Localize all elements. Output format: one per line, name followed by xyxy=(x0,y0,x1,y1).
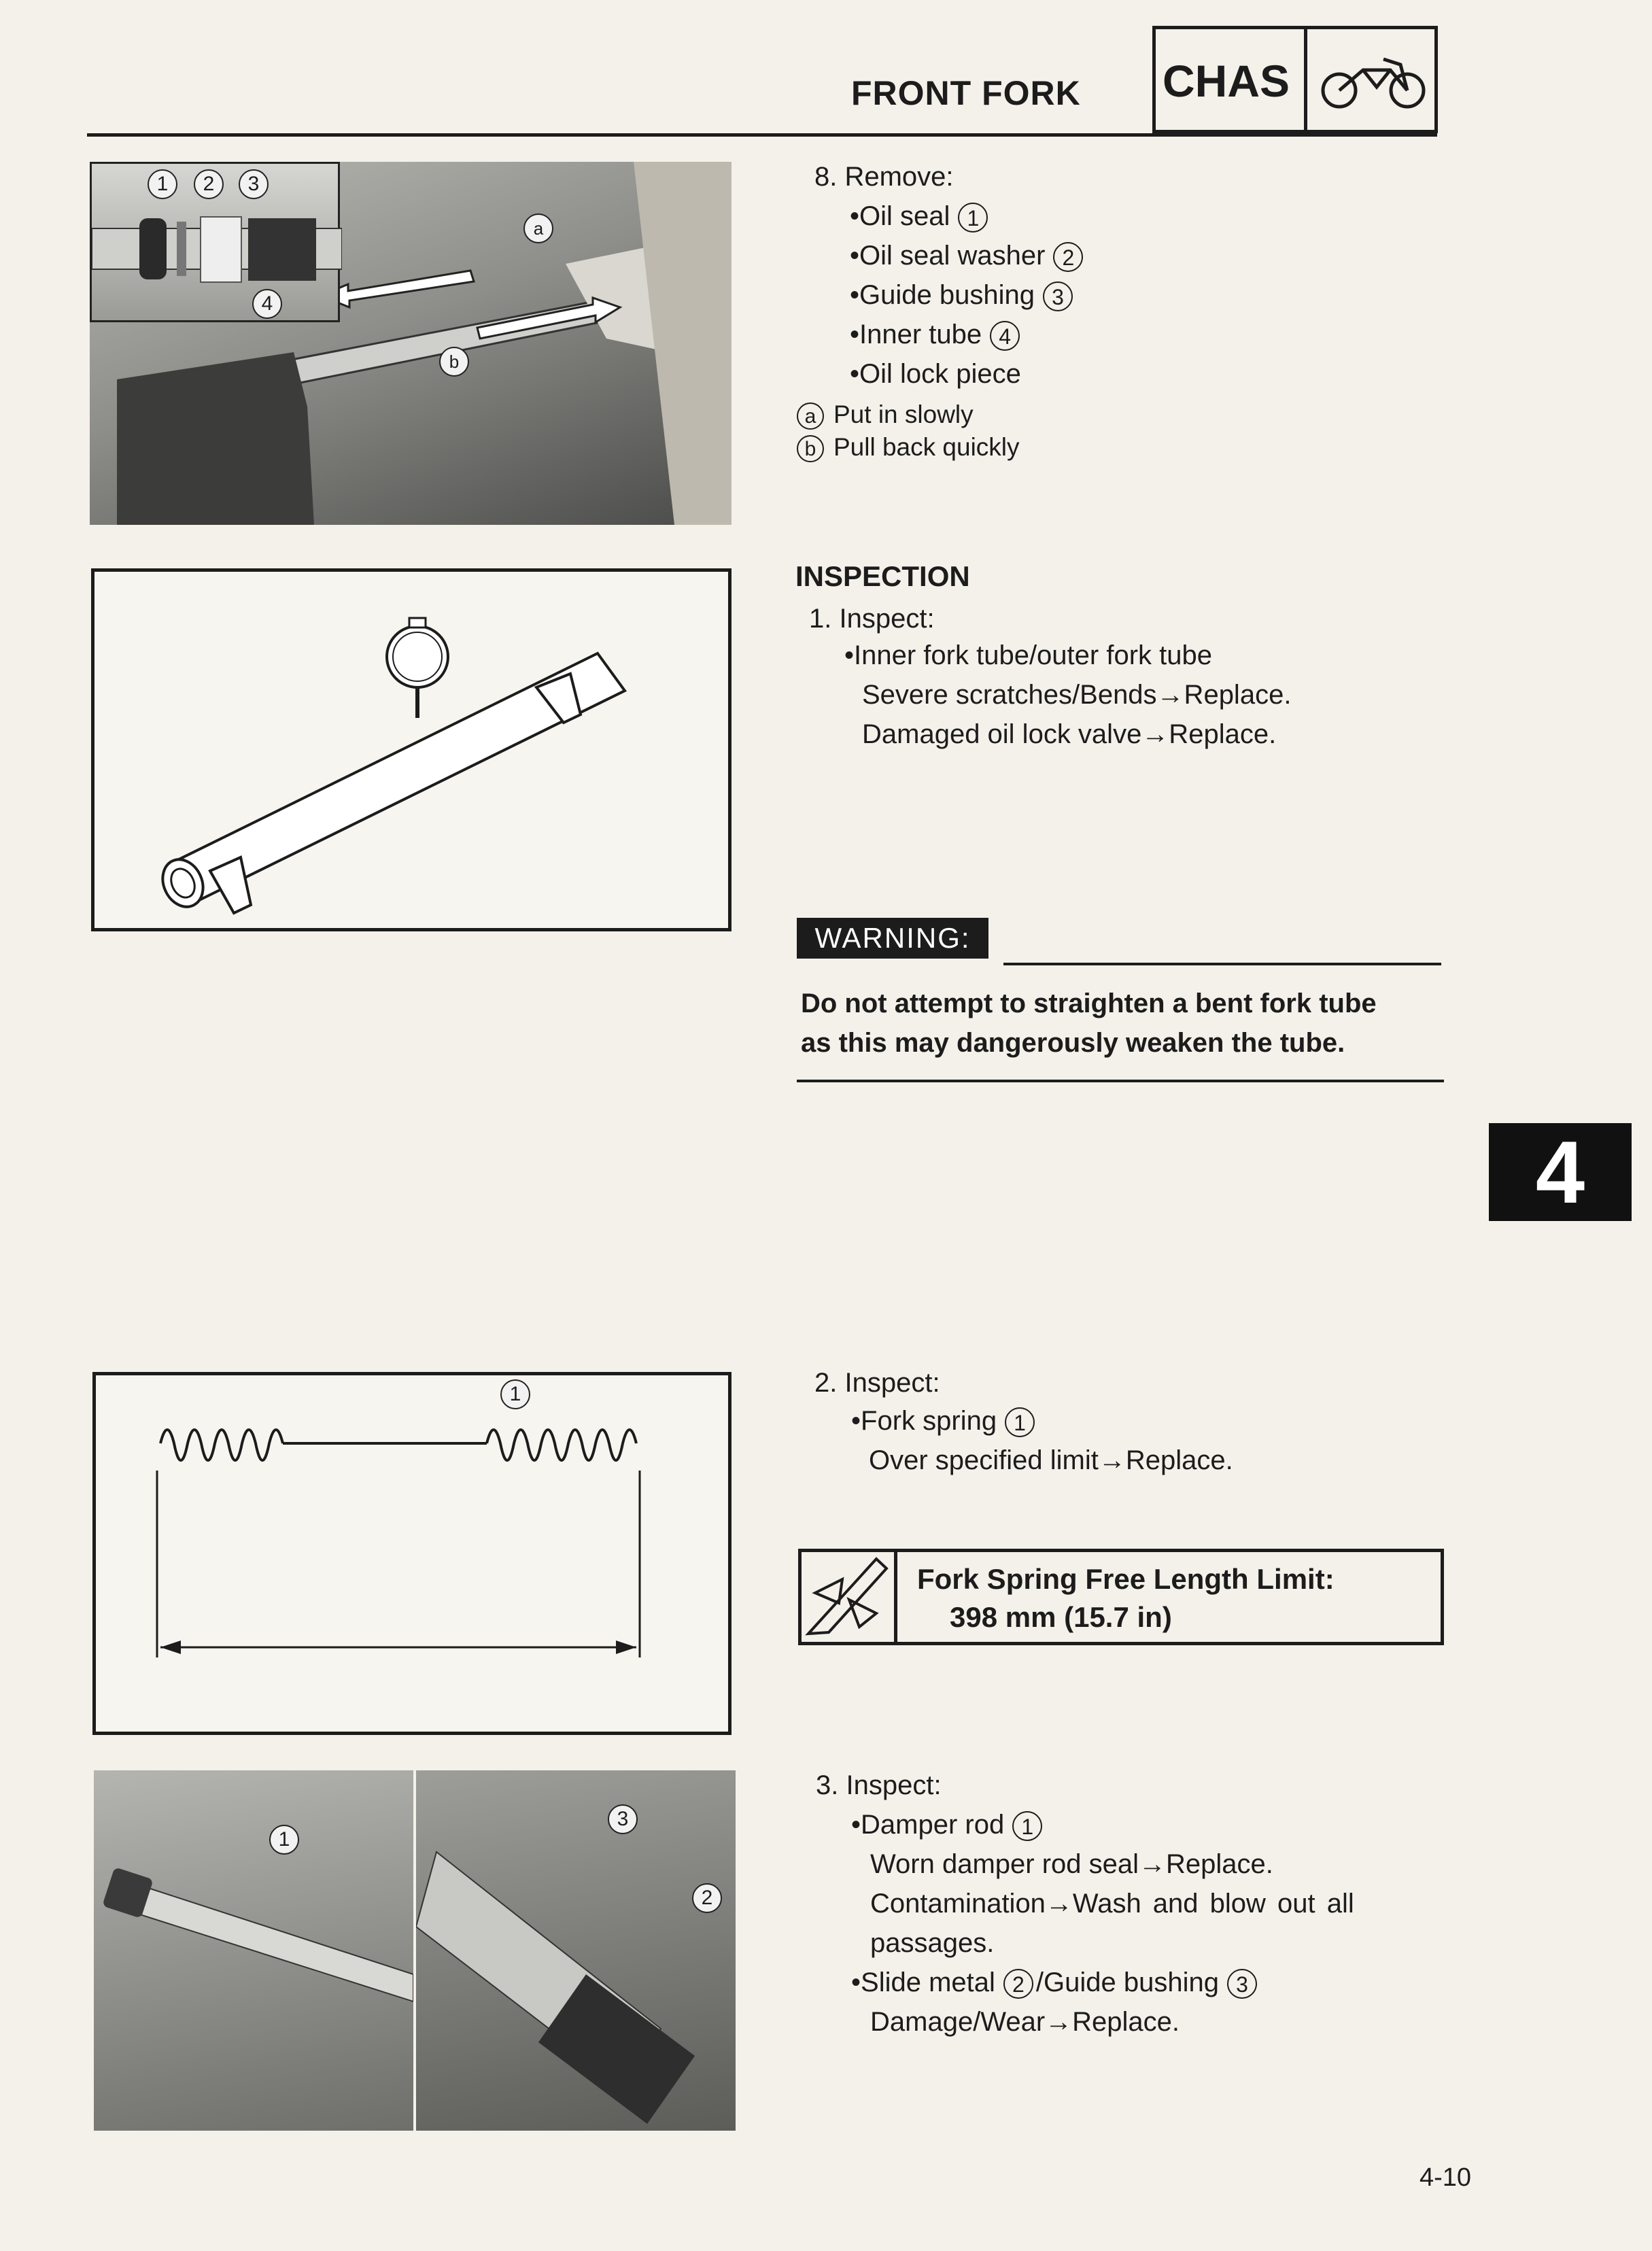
callout-2: 2 xyxy=(194,169,224,199)
chapter-badge xyxy=(1152,26,1438,133)
remove-item-1: •Oil seal 1 xyxy=(850,196,988,237)
damper-item-2: •Slide metal 2 /Guide bushing 3 xyxy=(851,1962,1257,2003)
inspection-heading: INSPECTION xyxy=(795,560,970,592)
chapter-badge-label: CHAS xyxy=(1163,56,1290,106)
chapter-tab: 4 xyxy=(1489,1123,1632,1221)
inspect-step-3: 3. Inspect: xyxy=(816,1770,942,1800)
warning-text-2: as this may dangerously weaken the tube. xyxy=(801,1028,1345,1058)
inspect-item-1: •Inner fork tube/outer fork tube xyxy=(844,640,1212,670)
spring-line: Over specified limit→Replace. xyxy=(869,1445,1233,1475)
remove-item-5: •Oil lock piece xyxy=(850,359,1021,389)
bushing-callout-3: 3 xyxy=(608,1804,638,1834)
callout-3: 3 xyxy=(239,169,269,199)
damper-line-3: passages. xyxy=(870,1928,995,1958)
damper-line-1: Worn damper rod seal→Replace. xyxy=(870,1849,1273,1879)
inspect-line-2: Damaged oil lock valve→Replace. xyxy=(862,719,1277,749)
remove-step: 8. Remove: xyxy=(814,162,954,192)
page-number: 4-10 xyxy=(1419,2163,1472,2192)
remove-item-4: •Inner tube 4 xyxy=(850,314,1020,355)
spring-limit-value: 398 mm (15.7 in) xyxy=(950,1601,1172,1633)
damper-rod-photo xyxy=(94,1770,413,2131)
spring-limit-box xyxy=(798,1549,1444,1645)
spring-callout-1: 1 xyxy=(500,1379,530,1409)
damper-line-4: Damage/Wear→Replace. xyxy=(870,2007,1180,2037)
remove-item-2: •Oil seal washer 2 xyxy=(850,235,1083,276)
note-b: b Pull back quickly xyxy=(797,427,1020,468)
damper-line-2: Contamination→Wash and blow out all xyxy=(870,1889,1354,1919)
inspect-step-2: 2. Inspect: xyxy=(814,1368,940,1398)
inset-photo xyxy=(90,162,340,322)
section-title: FRONT FORK xyxy=(851,74,1081,112)
callout-b: b xyxy=(439,347,469,377)
spring-limit-label: Fork Spring Free Length Limit: xyxy=(917,1563,1335,1595)
damper-item: •Damper rod 1 xyxy=(851,1804,1042,1845)
caliper-icon xyxy=(802,1552,897,1642)
spring-length-diagram xyxy=(92,1372,732,1735)
warning-rule-bottom xyxy=(797,1080,1444,1082)
bushing-callout-2: 2 xyxy=(692,1883,722,1913)
warning-rule-top xyxy=(1003,963,1441,965)
callout-4: 4 xyxy=(252,289,282,319)
spring-item: •Fork spring 1 xyxy=(851,1401,1035,1441)
callout-a: a xyxy=(523,213,553,243)
inspect-step-1: 1. Inspect: xyxy=(809,604,935,634)
guide-bushing-photo xyxy=(416,1770,736,2131)
runout-diagram xyxy=(91,568,732,931)
remove-item-3: •Guide bushing 3 xyxy=(850,275,1073,315)
motorcycle-icon xyxy=(1315,50,1431,111)
note-a: a Put in slowly xyxy=(797,394,974,435)
rod-callout-1: 1 xyxy=(269,1825,299,1855)
warning-label: WARNING: xyxy=(797,918,988,959)
inspect-line-1: Severe scratches/Bends→Replace. xyxy=(862,680,1292,710)
header-rule xyxy=(87,133,1437,137)
warning-text-1: Do not attempt to straighten a bent fork tube xyxy=(801,989,1377,1018)
fork-removal-photo xyxy=(90,162,732,525)
callout-1: 1 xyxy=(148,169,177,199)
